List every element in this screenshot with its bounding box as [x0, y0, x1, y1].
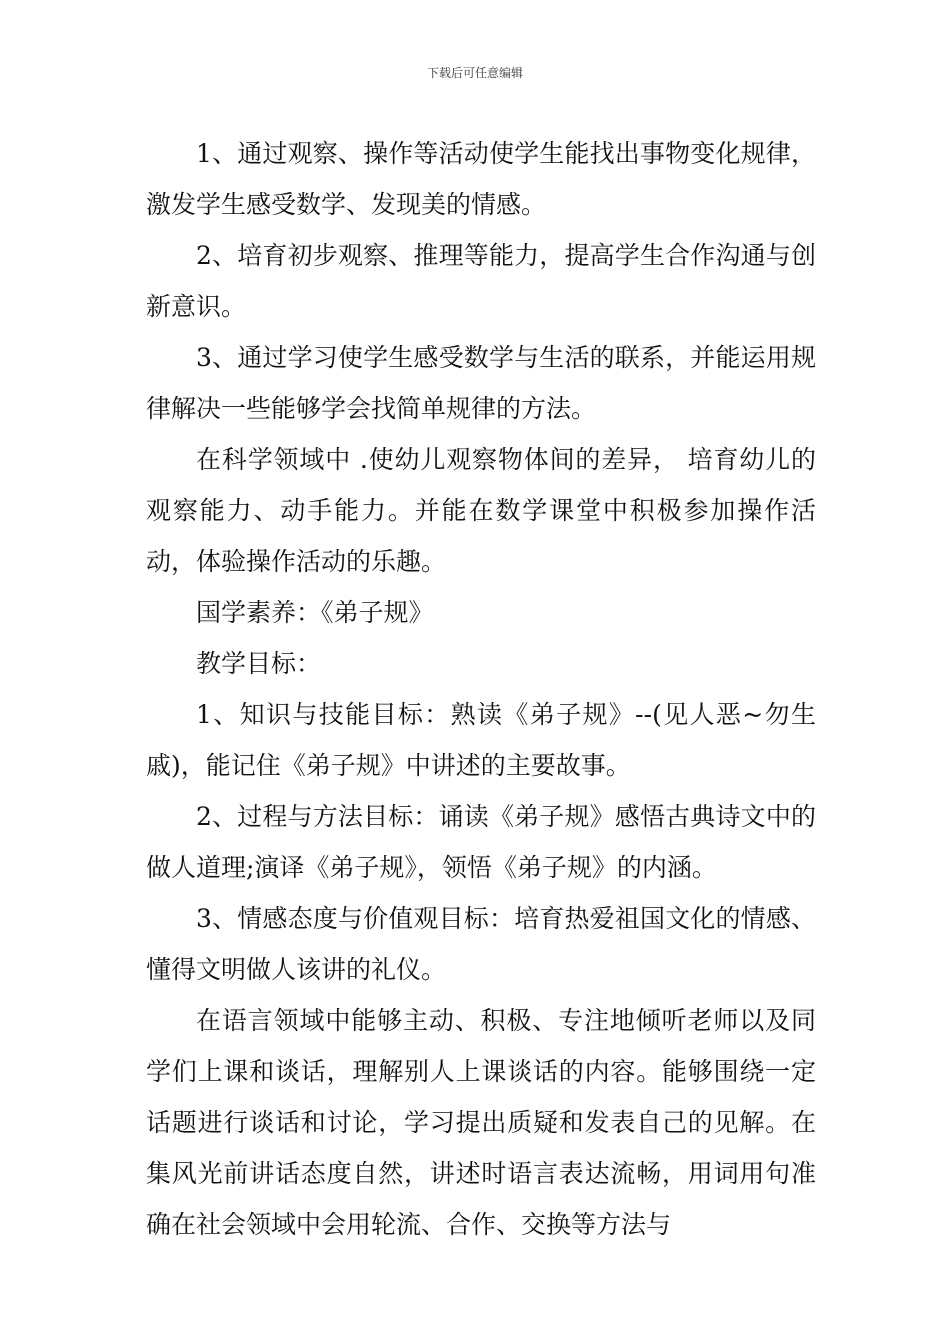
paragraph-objective-1: 1、通过观察、操作等活动使学生能找出事物变化规律，激发学生感受数学、发现美的情感。 [146, 139, 816, 219]
page-header: 下载后可任意编辑 [426, 66, 523, 80]
paragraph-goal-process: 2、过程与方法目标：诵读《弟子规》感悟古典诗文中的做人道理;演译《弟子规》，领悟《弟子规》的内涵。 [146, 802, 816, 882]
paragraph-goal-knowledge: 1、知识与技能目标：熟读《弟子规》--(见人恶~勿生戚)，能记住《弟子规》中讲述的主要故事。 [146, 700, 816, 780]
paragraph-language-domain: 在语言领域中能够主动、积极、专注地倾听老师以及同学们上课和谈话，理解别人上课谈话的内容。能够围绕一定话题进行谈话和讨论，学习提出质疑和发表自己的见解。在集风光前讲话态度自然，讲述时语言表达流畅，用词用句准确在社会领域中会用轮流、合作、交换等方法与 [146, 1006, 816, 1239]
paragraph-teaching-goals-heading: 教学目标： [196, 649, 322, 678]
paragraph-objective-2: 2、培育初步观察、推理等能力，提高学生合作沟通与创新意识。 [146, 241, 816, 321]
document-body [146, 128, 816, 1250]
paragraph-science-domain: 在科学领域中 .使幼儿观察物体间的差异， 培育幼儿的观察能力、动手能力。并能在数学课堂中积极参加操作活动，体验操作活动的乐趣。 [146, 445, 816, 576]
paragraph-goal-emotion: 3、情感态度与价值观目标：培育热爱祖国文化的情感、懂得文明做人该讲的礼仪。 [146, 904, 816, 984]
paragraph-objective-3: 3、通过学习使学生感受数学与生活的联系，并能运用规律解决一些能够学会找简单规律的方法。 [146, 343, 816, 423]
paragraph-guoxue-title: 国学素养：《弟子规》 [196, 598, 434, 627]
